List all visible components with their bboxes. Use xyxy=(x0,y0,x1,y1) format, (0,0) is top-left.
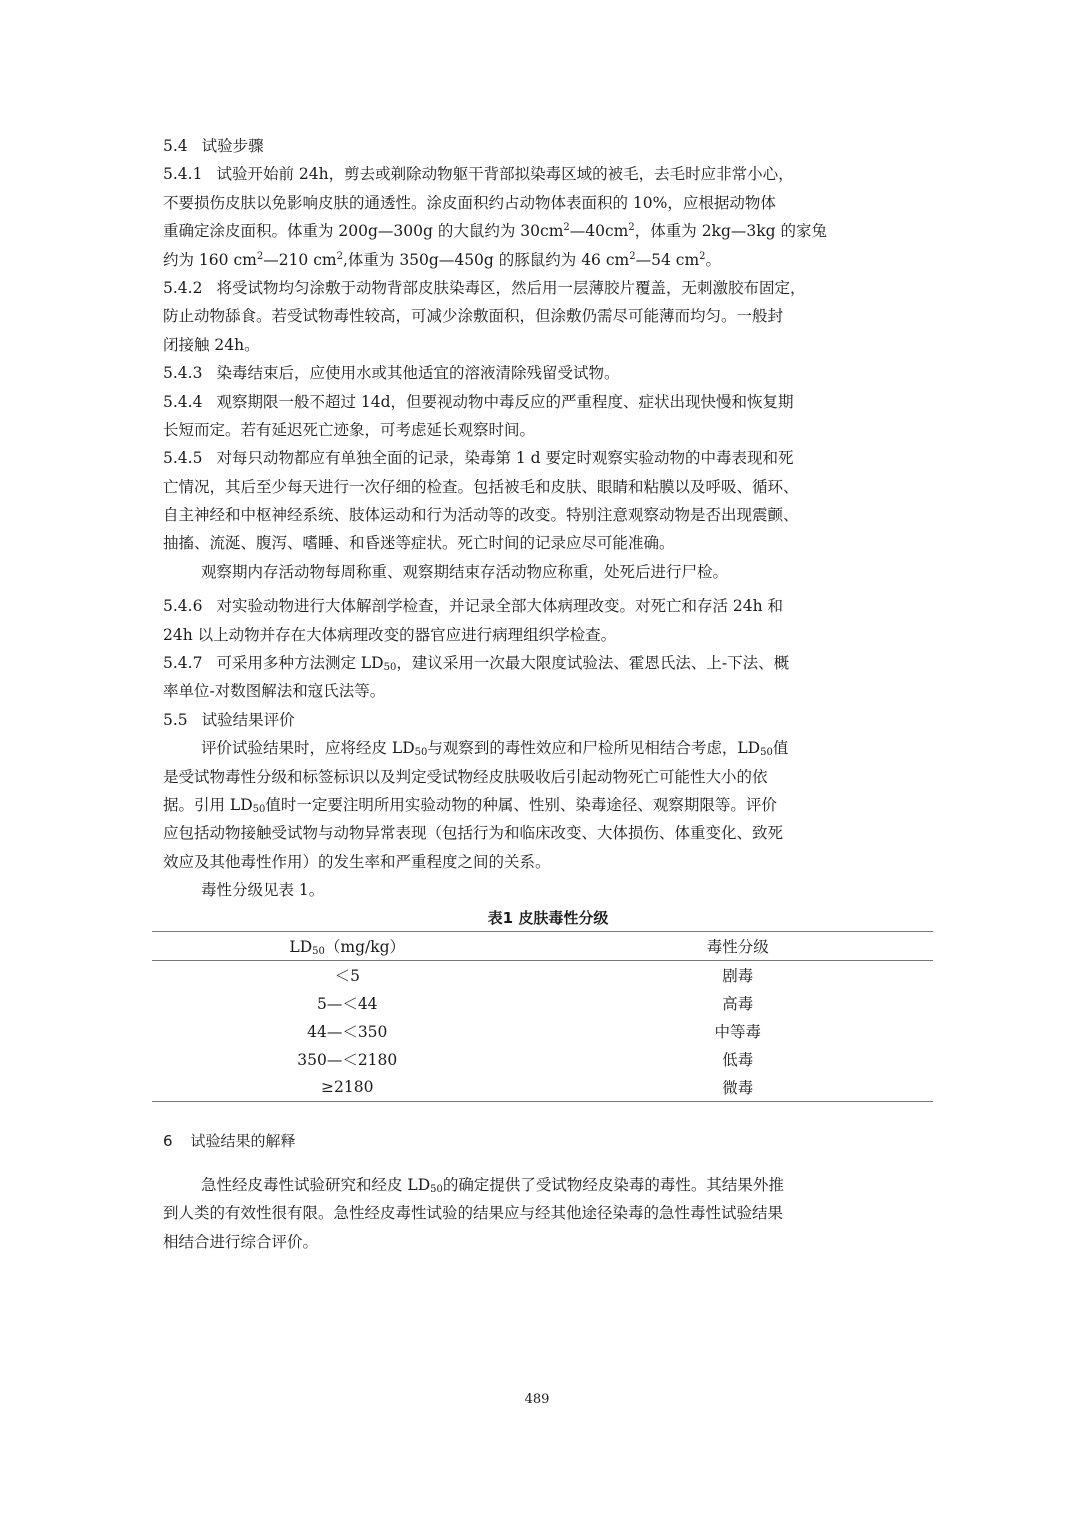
paragraph-5-4-5: 5.4.5 对每只动物都应有单独全面的记录，染毒第 1 d 要定时观察实验动物的中毒表现和死 亡情况，其后至少每天进行一次仔细的检查。包括被毛和皮肤、眼睛和粘膜以及呼吸、循环、 自主神经和中枢神经系统、肢体运动和行为活动等的改变。特别注意观察动物是否出现震颤、 抽搐、流涎、腹泻、嗜睡、和昏迷等症状。死亡时间的记录应尽可能准确。 观察期内存活动物每周称重、观察期结束存活动物应称重，处死后进行尸检。 xyxy=(163,449,799,581)
clause-number: 5.4.7 xyxy=(163,654,203,673)
page-number: 489 xyxy=(524,1392,550,1407)
clause-number: 5.4.4 xyxy=(163,392,203,411)
paragraph-5-4-3: 5.4.3 染毒结束后，应使用水或其他适宜的溶液清除残留受试物。 xyxy=(163,364,620,383)
table-header-row xyxy=(152,931,933,960)
paragraph-5-4-2: 5.4.2 将受试物均匀涂敷于动物背部皮肤染毒区，然后用一层薄胶片覆盖，无刺激胶布固定， 防止动物舔食。若受试物毒性较高，可减少涂敷面积，但涂敷仍需尽可能薄而均匀。一般封 闭接触 24h。 xyxy=(163,278,806,354)
grade-cell: 低毒 xyxy=(722,1050,754,1069)
table-title: 表1 皮肤毒性分级 xyxy=(487,908,609,927)
paragraph-5-4-4: 5.4.4 观察期限一般不超过 14d，但要视动物中毒反应的严重程度、症状出现快慢和恢复期 长短而定。若有延迟死亡迹象，可考虑延长观察时间。 xyxy=(163,392,794,439)
section-heading-5-5: 5.5 试验结果评价 xyxy=(163,710,295,729)
document-body xyxy=(163,132,933,1256)
grade-cell: 高毒 xyxy=(722,994,754,1013)
column-header-ld50: $LD_{50}(mg/kg)$ xyxy=(289,937,406,957)
paragraph-5-4-6: 5.4.6 对实验动物进行大体解剖学检查，并记录全部大体病理改变。对死亡和存活 24h 和 24h 以上动物并存在大体病理改变的器官应进行病理组织学检查。 xyxy=(163,597,784,644)
paragraph-5-5: 评价试验结果时，应将经皮 $LD_{50}$与观察到的毒性效应和尸检所见相结合考虑，$LD_{50}$值 是受试物毒性分级和标签标识以及判定受试物经皮肤吸收后引起动物死亡可能性大小的依 据。引用 $LD_{50}$值时一定要注明所用实验动物的种属、性别、染毒途径、观察期限等。评价 应包括动物接触受试物与动物异常表现（包括行为和临床改变、大体损伤、体重变化、致死 效应及其他毒性作用）的发生率和严重程度之间的关系。 毒性分级见表 1。 xyxy=(163,739,789,900)
toxicity-table xyxy=(152,931,933,1102)
clause-number: 5.4.2 xyxy=(163,278,203,297)
clause-number: 5.4.3 xyxy=(163,364,203,383)
grade-cell: 剧毒 xyxy=(722,966,754,985)
section-heading-6: 6 试验结果的解释 xyxy=(163,1131,296,1150)
grade-cell: 微毒 xyxy=(722,1078,754,1097)
section-heading-5-4: 5.4 试验步骤 xyxy=(163,137,264,155)
table-row xyxy=(152,960,933,989)
paragraph-5-4-7: 5.4.7 可采用多种方法测定 $LD_{50}$，建议采用一次最大限度试验法、霍恩氏法、上-下法、概 率单位-对数图解法和寇氏法等。 xyxy=(163,654,790,701)
paragraph-5-4-1: 5.4.1 试验开始前 24h，剪去或剃除动物躯干背部拟染毒区域的被毛，去毛时应非常小心， 不要损伤皮肤以免影响皮肤的通透性。涂皮面积约占动物体表面积的 10%，应根据动物体 重确定涂皮面积。体重为 200g—300g 的大鼠约为 $30cm^2—40cm^2$，体重为 2kg—3kg 的家兔 约为 160 $cm^2—210$ $cm^2$,体重为 350g—450g 的豚鼠约为 46 $cm^2—54$ $cm^2$。 xyxy=(163,165,827,269)
ld50-cell: 350—＜2180 xyxy=(297,1050,398,1069)
table-row xyxy=(152,1045,933,1073)
ld50-cell: 44—＜350 xyxy=(307,1022,388,1041)
table-row xyxy=(152,1017,933,1045)
ld50-cell: ≥2180 xyxy=(321,1077,374,1096)
clause-number: 5.4.1 xyxy=(163,165,203,184)
grade-cell: 中等毒 xyxy=(714,1022,761,1041)
paragraph-6: 急性经皮毒性试验研究和经皮 $LD_{50}$的确定提供了受试物经皮染毒的毒性。其结果外推 到人类的有效性很有限。急性经皮毒性试验的结果应与经其他途径染毒的急性毒性试验结果 相结合进行综合评价。 xyxy=(163,1175,784,1251)
ld50-cell: ＜5 xyxy=(334,966,360,985)
table-wrapper xyxy=(163,931,933,1105)
clause-number: 5.4.5 xyxy=(163,449,203,468)
table-row xyxy=(152,1073,933,1102)
ld50-cell: 5—＜44 xyxy=(316,994,378,1013)
column-header-grade: 毒性分级 xyxy=(706,937,769,956)
table-row xyxy=(152,989,933,1017)
clause-number: 5.4.6 xyxy=(163,597,203,616)
